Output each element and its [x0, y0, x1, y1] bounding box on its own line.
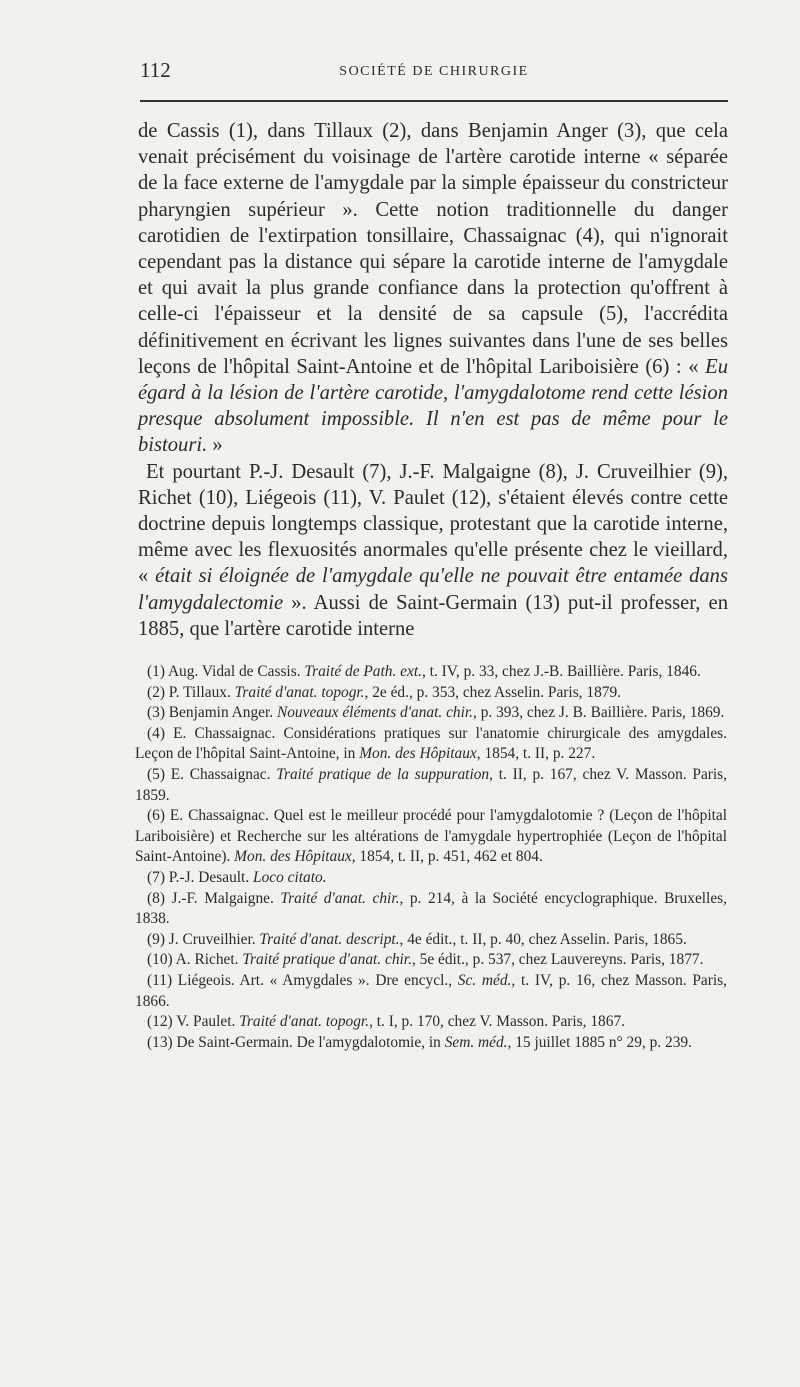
text-run: » — [207, 434, 223, 457]
text-run: de Cassis (1), dans Tillaux (2), dans Benjamin Anger (3), que cela venait précisément du voisinage de l'artère carotide interne « séparée de la face externe de l'amygdale par la simple épaisseur du constricteur pharyngien supérieur ». Cette notion traditionnelle du danger carotidien de l'extirpation tonsillaire, Chassaignac (4), qui n'ignorait cependant pas la distance qui sépare la carotide interne de l'amygdale et qui avait la plus grande confiance dans la protection qu'offrent à celle-ci l'épaisseur et la densité de sa capsule (5), l'accrédita définitivement en écrivant les lignes suivantes dans l'une de ses belles leçons de l'hôpital Saint-Antoine et de l'hôpital Lariboisière (6) : « — [138, 120, 728, 378]
footnote-text: , 1854, t. II, p. 451, 462 et 804. — [351, 848, 543, 866]
header-rule — [140, 100, 728, 102]
footnote-title-italic: Traité d'anat. chir. — [280, 889, 400, 907]
footnote-text: (1) Aug. Vidal de Cassis. — [147, 663, 305, 680]
footnote-text: , p. 214, à la Société encyclographique. Bruxelles, 1838. — [135, 889, 727, 928]
footnote-title-italic: Sc. méd. — [457, 971, 512, 989]
footnote — [135, 1033, 727, 1054]
footnote-text: , t. IV, p. 33, chez J.-B. Baillière. Paris, 1846. — [421, 663, 701, 680]
footnote-title-italic: Loco citato. — [253, 868, 327, 886]
footnote-title-italic: Nouveaux éléments d'anat. chir. — [276, 704, 474, 722]
footnote-title-italic: Traité d'anat. topogr. — [239, 1013, 370, 1031]
footnote — [135, 950, 727, 971]
footnote-text: (8) J.-F. Malgaigne. — [147, 889, 281, 907]
footnote-text: , 15 juillet 1885 n° 29, p. 239. — [507, 1033, 692, 1051]
quotation-italic: était si éloignée de l'amygdale qu'elle ne pouvait être entamée dans l'amygdalectomie — [138, 565, 728, 614]
body-text — [138, 118, 728, 642]
page-number: 112 — [140, 58, 171, 82]
footnote — [135, 806, 727, 868]
footnote-text: (12) V. Paulet. — [147, 1013, 240, 1031]
footnote — [135, 683, 727, 704]
footnote — [135, 930, 727, 951]
footnote-text: , t. IV, p. 16, chez Masson. Paris, 1866. — [135, 971, 727, 1010]
paragraph — [138, 459, 728, 642]
footnote-text: (5) E. Chassaignac. — [147, 765, 277, 783]
footnote-text: , t. II, p. 167, chez V. Masson. Paris, 1859. — [135, 765, 728, 804]
footnote-title-italic: Mon. des Hôpitaux — [359, 745, 477, 763]
text-run: ». Aussi de Saint-Germain (13) put-il professer, en 1885, que l'artère carotide interne — [138, 591, 728, 640]
footnote-text: , p. 393, chez J. B. Baillière. Paris, 1869. — [473, 704, 725, 722]
text-run: Et pourtant P.-J. Desault (7), J.-F. Malgaigne (8), J. Cruveilhier (9), Richet (10), Liégeois (11), V. Paulet (12), s'étaient élevés contre cette doctrine depuis longtemps classique, protestant que la carotide interne, même avec les flexuosités anormales qu'elle présente chez le vieillard, « — [138, 460, 728, 588]
footnote-title-italic: Traité d'anat. topogr. — [234, 683, 365, 701]
quotation-italic: Eu égard à la lésion de l'artère carotide, l'amygdalotome rend cette lésion presque absolument impossible. Il n'en est pas de même pour le bistouri. — [138, 355, 728, 457]
footnote-title-italic: Sem. méd. — [444, 1033, 508, 1051]
footnote-title-italic: Traité de Path. ext. — [304, 663, 422, 680]
footnote — [135, 765, 727, 806]
footnote-text: , 2e éd., p. 353, chez Asselin. Paris, 1879. — [364, 683, 622, 701]
footnote-text: (7) P.-J. Desault. — [147, 868, 254, 886]
footnote — [135, 724, 727, 765]
footnote-title-italic: Mon. des Hôpitaux — [234, 848, 352, 866]
footnote — [135, 1012, 727, 1033]
footnote — [135, 889, 727, 930]
footnote-title-italic: Traité pratique d'anat. chir. — [242, 951, 412, 969]
footnotes — [135, 662, 727, 1053]
running-title: SOCIÉTÉ DE CHIRURGIE — [339, 64, 529, 79]
footnote-title-italic: Traité d'anat. descript. — [259, 930, 400, 948]
footnote-text: , 4e édit., t. II, p. 40, chez Asselin. Paris, 1865. — [399, 930, 687, 948]
footnote — [135, 662, 727, 683]
footnote-text: (13) De Saint-Germain. De l'amygdalotomie, in — [147, 1033, 445, 1051]
footnote-text: , 5e édit., p. 537, chez Lauvereyns. Paris, 1877. — [411, 951, 704, 969]
footnote-text: (10) A. Richet. — [147, 951, 243, 969]
footnote-text: , 1854, t. II, p. 227. — [476, 745, 596, 763]
page-header — [140, 58, 728, 88]
footnote — [135, 703, 727, 724]
paragraph — [138, 118, 728, 459]
footnote-text: (9) J. Cruveilhier. — [147, 930, 260, 948]
footnote-text: , t. I, p. 170, chez V. Masson. Paris, 1867. — [369, 1013, 625, 1031]
footnote-text: (3) Benjamin Anger. — [147, 704, 277, 722]
footnote-text: (4) E. Chassaignac. Considérations pratiques sur l'anatomie chirurgicale des amygdales. Leçon de l'hôpital Saint-Antoine, in — [135, 724, 727, 763]
footnote-text: (2) P. Tillaux. — [147, 683, 235, 701]
footnote-text: (6) E. Chassaignac. Quel est le meilleur procédé pour l'amygdalotomie ? (Leçon de l'hôpital Lariboisière) et Recherche sur les altérations de l'amygdale hypertrophiée (Leçon de l'hôpital Saint-Antoine). — [135, 807, 727, 866]
footnote-text: (11) Liégeois. Art. « Amygdales ». Dre encycl., — [147, 971, 458, 989]
footnote-title-italic: Traité pratique de la suppuration — [276, 765, 490, 783]
footnote — [135, 868, 727, 889]
footnote — [135, 971, 727, 1012]
